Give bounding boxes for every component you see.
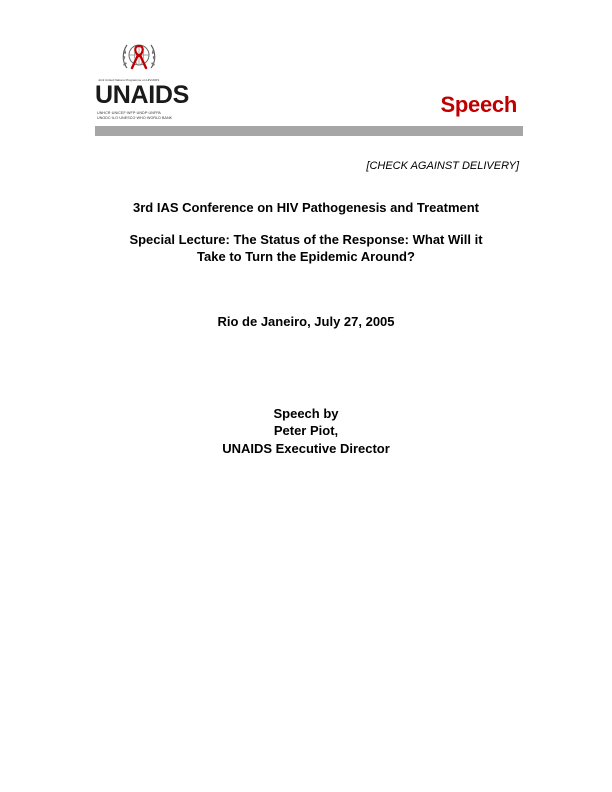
header-rule: [95, 126, 523, 136]
logo-cosponsors-line-2: UNODC·ILO·UNESCO·WHO·WORLD BANK: [97, 116, 173, 120]
unaids-logo: [95, 38, 205, 126]
conference-title: 3rd IAS Conference on HIV Pathogenesis and Treatment: [132, 200, 480, 215]
lecture-title-line-1: Special Lecture: The Status of the Response: What Will it: [129, 232, 483, 247]
speech-by-label: Speech by: [273, 406, 339, 421]
delivery-note: [CHECK AGAINST DELIVERY]: [366, 160, 519, 172]
lecture-title-line-2: Take to Turn the Epidemic Around?: [197, 249, 415, 264]
speaker-name: Peter Piot,: [273, 423, 339, 438]
document-type-title: Speech: [440, 92, 517, 117]
speaker-title: UNAIDS Executive Director: [222, 441, 390, 456]
logo-wordmark: UNAIDS: [95, 81, 190, 109]
logo-cosponsors-line-1: UNHCR·UNICEF·WFP·UNDP·UNFPA: [97, 111, 161, 115]
logo-tagline: Joint United Nations Programme on HIV/AIDS: [98, 78, 160, 82]
place-and-date: Rio de Janeiro, July 27, 2005: [217, 314, 395, 329]
un-laurel-ribbon-icon: [119, 38, 159, 76]
